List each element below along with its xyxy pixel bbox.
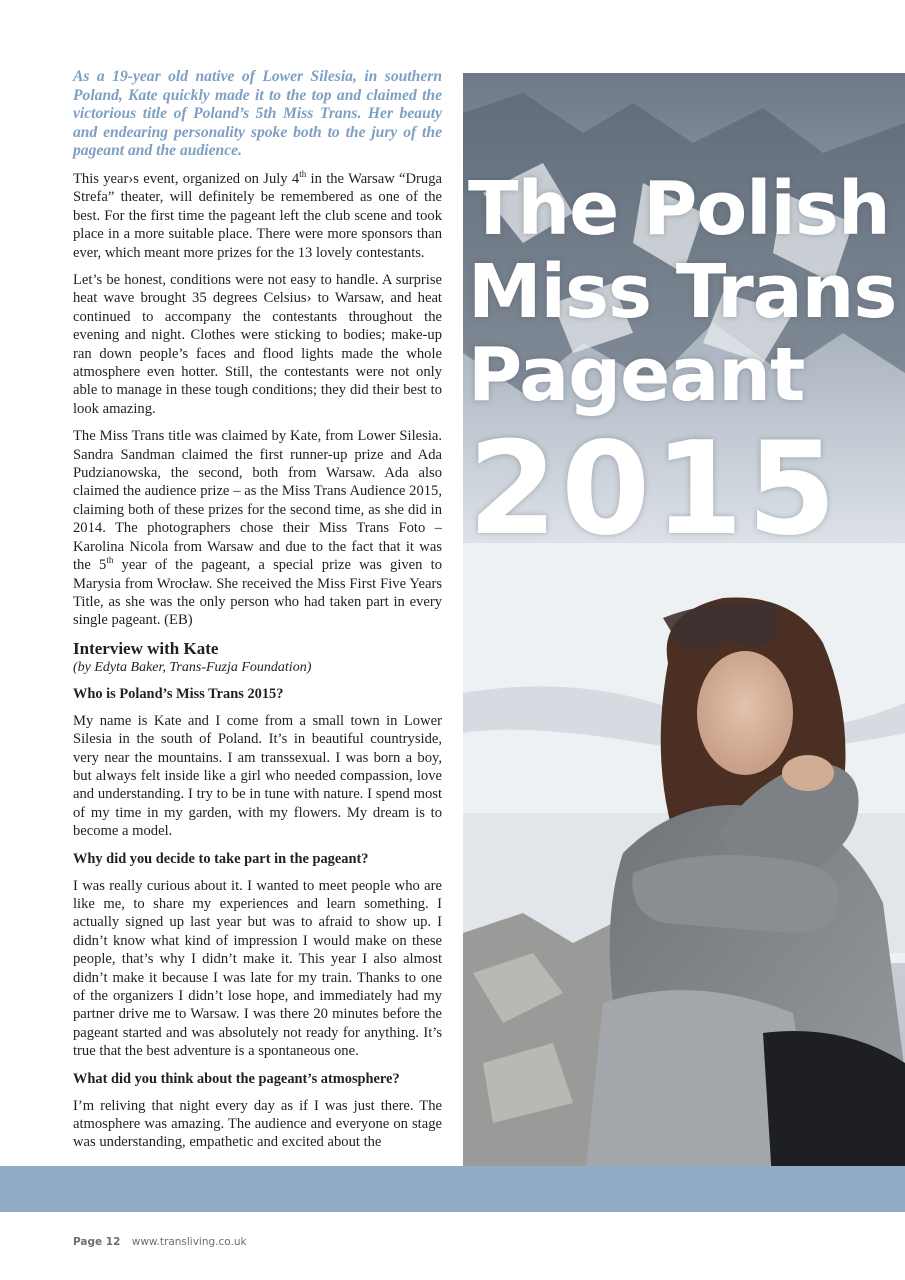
- headline: [468, 166, 898, 564]
- p3-sup: th: [106, 555, 114, 566]
- page-number: Page 12: [73, 1236, 121, 1248]
- headline-line-2: Miss Trans: [468, 249, 897, 335]
- question-1: Who is Poland’s Miss Trans 2015?: [73, 685, 284, 702]
- answer-3: I’m reliving that night every day as if I was just there. The atmosphere was amazing. The audience and everyone on stage was understanding, empathetic and excited about the: [73, 1097, 442, 1151]
- p1-text-b: in the Warsaw “Druga Strefa” theater, will definitely be remembered as one of the best. For the first time the pageant left the club scene and took place in a more suitable place. There were more sponsors than ever, which meant more prizes for the 13 lovely contestants.: [73, 170, 442, 261]
- p3-text-b: year of the pageant, a special prize was given to Marysia from Wrocław. She received the Miss First Five Years Title, as she was the only person who had taken part in every single pageant. (EB): [73, 557, 442, 629]
- page-footer: [73, 1236, 247, 1248]
- article-paragraph-2: Let’s be honest, conditions were not easy to handle. A surprise heat wave brought 35 degrees Celsius› to Warsaw, and heat continued to accompany the contestants throughout the evening and night. Clothes were sticking to bodies; make-up ran down people’s faces and flood lights made the whole atmosphere even hotter. Still, the contestants were not only able to manage in these tough conditions; they did their best to look amazing.: [73, 272, 442, 417]
- site-url: www.transliving.co.uk: [131, 1236, 247, 1248]
- interview-byline: (by Edyta Baker, Trans-Fuzja Foundation): [73, 659, 312, 675]
- headline-line-3: Pageant: [468, 332, 805, 418]
- interview-title: Interview with Kate: [73, 638, 219, 658]
- question-3: What did you think about the pageant’s atmosphere?: [73, 1070, 400, 1087]
- p1-text-a: This year›s event, organized on July 4: [73, 170, 300, 187]
- headline-line-1: The Polish: [468, 166, 890, 252]
- hand: [782, 755, 834, 791]
- question-2: Why did you decide to take part in the pageant?: [73, 850, 369, 867]
- headline-year: 2015: [468, 415, 841, 564]
- face: [697, 651, 793, 775]
- answer-2: I was really curious about it. I wanted to meet people who are like me, to share my experiences and learn something. I actually signed up last year but was to afraid to show up. I didn’t know what kind of impression I would make on these people, that’s why I didn’t make it. This year I also almost didn’t make it because I was late for my train. Thanks to one of the organizers I didn’t lose hope, and immediately had my partner drive me to Warsaw. I was there 20 minutes before the pageant started and was absolutely not ready for anything. It’s true that the best adventure is a spontaneous one.: [73, 877, 442, 1060]
- arm-crossed: [632, 855, 838, 933]
- article-column: [73, 68, 442, 1161]
- footer-band: [0, 1166, 905, 1212]
- article-paragraph-3: [73, 427, 442, 629]
- p3-text-a: The Miss Trans title was claimed by Kate, from Lower Silesia. Sandra Sandman claimed the first runner-up prize and Ada Pudzianowska, the second, both from Warsaw. Ada also claimed the audience prize – as the Miss Trans Audience 2015, claiming both of these prizes for the second time, as she did in 2014. The photographers chose their Miss Trans Foto – Karolina Nicola from Warsaw and due to the fact that it was the 5: [73, 428, 442, 574]
- answer-1: My name is Kate and I come from a small town in Lower Silesia in the south of Poland. It’s in beautiful countryside, very near the mountains. I am transsexual. I was born a boy, but always felt inside like a girl who needed compassion, love and understanding. I try to be in tune with nature. I spend most of my time in my garden, with my flowers. My dream is to become a model.: [73, 712, 442, 840]
- p1-sup: th: [299, 169, 307, 180]
- article-lead: As a 19-year old native of Lower Silesia, in southern Poland, Kate quickly made it to the top and claimed the victorious title of Poland’s 5th Miss Trans. Her beauty and endearing personality spoke both to the jury of the pageant and the audience.: [73, 68, 442, 160]
- article-paragraph-1: [73, 170, 442, 262]
